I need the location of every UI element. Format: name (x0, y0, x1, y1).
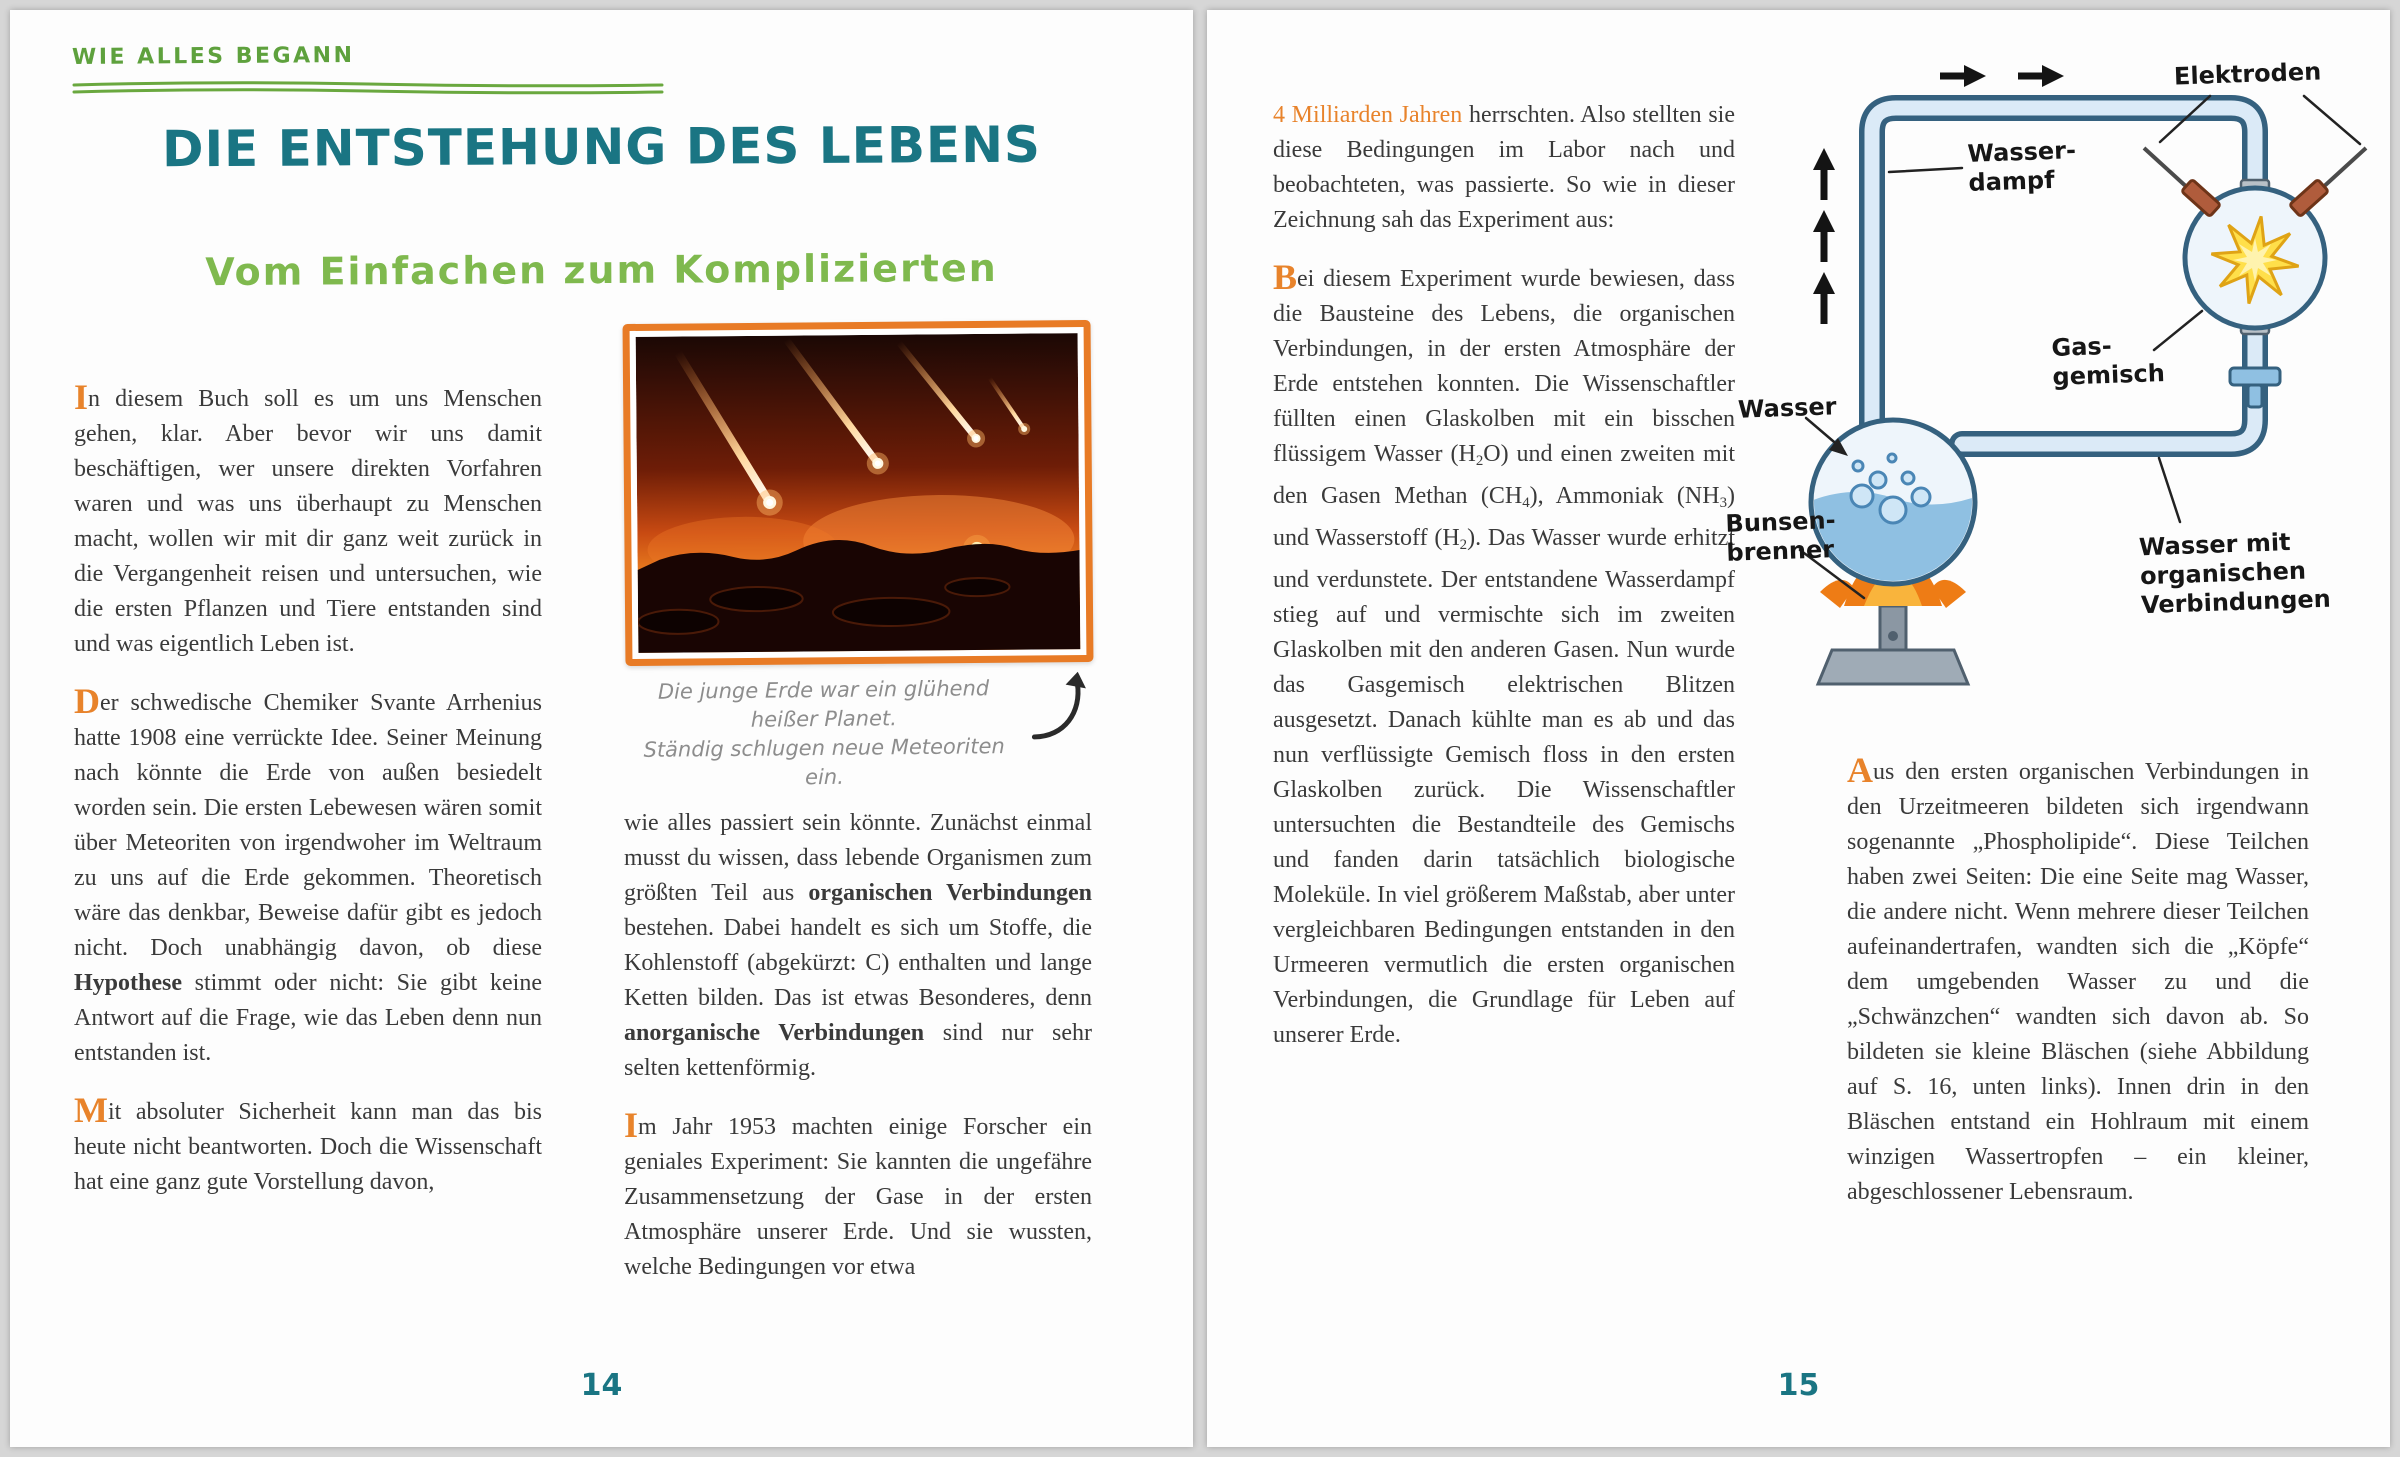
chapter-title: DIE ENTSTEHUNG DES LEBENS (161, 115, 1042, 179)
text-column-left (1273, 98, 1735, 1077)
photo-caption: Die junge Erde war ein glühend heißer Planet. Ständig schlugen neue Meteoriten ein. (643, 676, 1005, 790)
text-column-left (74, 376, 542, 1224)
body-paragraph: 4 Milliarden Jahren herrschten. Also stellten sie diese Bedingungen im Labor nach und beobachteten, was passierte. So wie in dieser Zeichnung sah das Experiment aus: (1273, 102, 1735, 233)
body-paragraph: wie alles passiert sein könnte. Zunächst einmal musst du wissen, dass lebende Organismen zum größten Teil aus organischen Verbindungen bestehen. Dabei handelt es sich um Stoffe, die Kohlenstoff (abgekürzt: C) enthalten und lange Ketten bilden. Das ist etwas Besonderes, denn anorganische Verbindungen sind nur sehr selten kettenförmig. (624, 810, 1093, 1082)
page-right (1207, 10, 2390, 1447)
body-paragraph: Der schwedische Chemiker Svante Arrhenius hatte 1908 eine verrückte Idee. Seiner Meinung nach könnte die Erde von außen besiedelt worden sein. Die ersten Lebewesen wären somit über Meteoriten von irgendwoher im Weltraum zu uns auf die Erde gekommen. Theoretisch wäre das denkbar, Beweise dafür gibt es jedoch nicht. Doch unabhängig davon, ob diese Hypothese stimmt oder nicht: Sie gibt keine Antwort auf die Frage, wie das Leben denn nun entstanden ist. (74, 680, 542, 1066)
photo-caption-row (624, 676, 1092, 792)
page-number-left: 14 (580, 1368, 623, 1403)
curved-arrow-icon (1022, 667, 1096, 749)
body-paragraph: Mit absoluter Sicherheit kann man das bis heute nicht beantworten. Doch die Wissenschaft hat eine ganz gute Vorstellung davon, (74, 1089, 542, 1195)
label-bunsenbrenner: Bunsen- brenner (1725, 506, 1837, 567)
chapter-subtitle: Vom Einfachen zum Komplizierten (205, 245, 998, 295)
label-gasgemisch: Gas- gemisch (2051, 331, 2166, 391)
section-kicker: WIE ALLES BEGANN (71, 43, 355, 70)
page-left (10, 10, 1193, 1447)
label-elektroden: Elektroden (2173, 57, 2322, 91)
page-number-right: 15 (1777, 1368, 1820, 1403)
label-wasser: Wasser (1737, 392, 1837, 424)
experiment-diagram (1712, 50, 2372, 710)
kicker-underline (72, 80, 664, 96)
text-column-right (624, 322, 1092, 1309)
body-paragraph: Aus den ersten organischen Verbindungen in den Urzeitmeeren bildeten sich irgendwann sogenannte „Phospholipide“. Diese Teilchen haben zwei Seiten: Die eine Seite mag Wasser, die andere nicht. Wenn mehrere dieser Teilchen aufeinandertrafen, wandten sich die „Köpfe“ dem umgebenden Wasser zu und die „Schwänzchen“ wandten sich davon ab. So bildeten sie kleine Bläschen (siehe Abbildung auf S. 16, unten links). Innen drin in den Bläschen entstand ein Hohlraum mit einem winzigen Wassertropfen – ein kleiner, abgeschlossener Lebensraum. (1847, 749, 2309, 1205)
meteor-photo-art (636, 333, 1081, 653)
body-paragraph: Bei diesem Experiment wurde bewiesen, dass die Bausteine des Lebens, die organischen Verbindungen, in der ersten Atmosphäre der Erde entstehen konnten. Die Wissenschaftler füllten einen Glaskolben mit ein bisschen flüssigem Wasser $(H_2O)$ und einen zweiten mit den Gasen Methan $(CH_4)$, Ammoniak $(NH_3)$ und Wasserstoff $(H_2)$. Das Wasser wurde erhitzt und verdunstete. Der entstandene Wasserdampf stieg auf und vermischte sich im zweiten Glaskolben mit den anderen Gasen. Nun wurde das Gasgemisch elektrischen Blitzen ausgesetzt. Danach kühlte man es ab und das nun verflüssigte Gemisch floss in den ersten Glaskolben zurück. Die Wissenschaftler untersuchten die Bestandteile des Gemischs und fanden darin tatsächlich biologische Moleküle. In viel größerem Maßstab, aber unter vergleichbaren Bedingungen entstanden in den Urmeeren vermutlich die ersten organischen Verbindungen, die Grundlage für Leben auf unserer Erde. (1273, 256, 1736, 1049)
body-paragraph: Im Jahr 1953 machten einige Forscher ein geniales Experiment: Sie kannten die ungefähre Zusammensetzung der Gase in der ersten Atmosphäre unserer Erde. Und sie wussten, welche Bedingungen vor etwa (624, 1105, 1092, 1281)
early-earth-photo (623, 320, 1094, 666)
label-wasserdampf: Wasser- dampf (1967, 136, 2077, 197)
text-column-right (1847, 749, 2309, 1234)
label-wasser-organisch: Wasser mit organischen Verbindungen (2138, 528, 2332, 620)
body-paragraph: In diesem Buch soll es um uns Menschen gehen, klar. Aber bevor wir uns damit beschäftigen, wer unsere direkten Vorfahren waren und was uns überhaupt zu Menschen macht, wollen wir mit dir ganz weit zurück in die Vergangenheit reisen und untersuchen, wie die ersten Pflanzen und Tiere entstanden sind und was eigentlich Leben ist. (74, 376, 542, 657)
